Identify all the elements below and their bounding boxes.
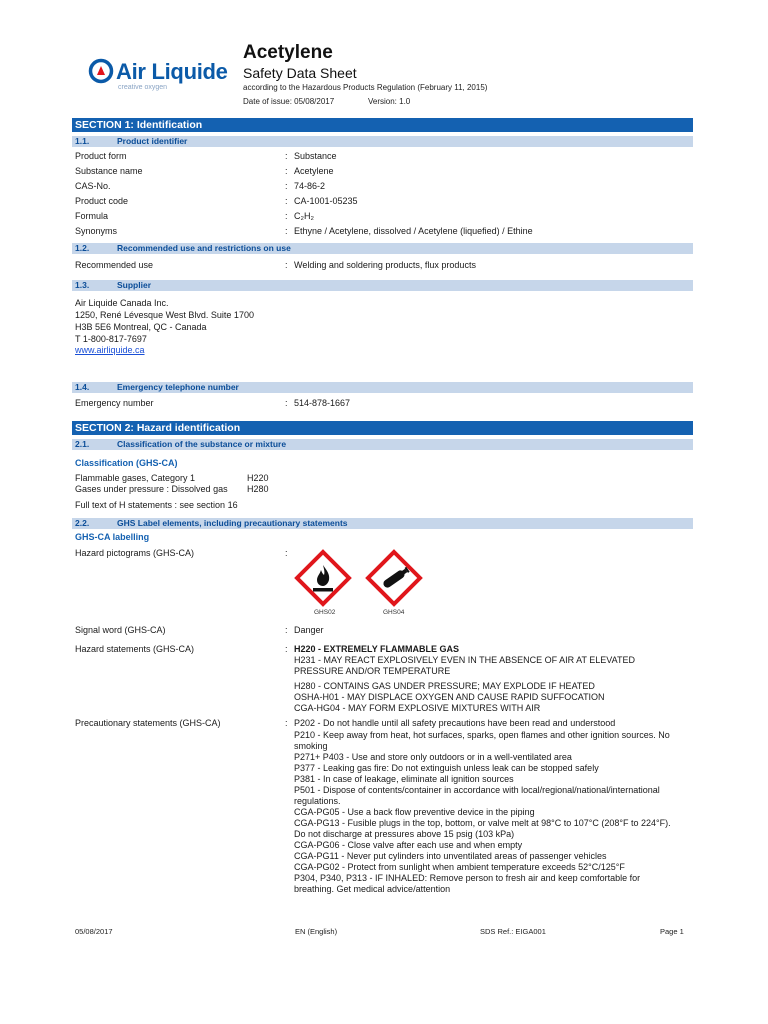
subsection-2-1: [72, 439, 693, 450]
row-colon: :: [285, 718, 288, 728]
subsection-1-2: [72, 243, 693, 254]
hazard-statements-label: Hazard statements (GHS-CA): [75, 644, 195, 654]
row-label: Synonyms: [75, 226, 118, 236]
precaution-line: CGA-PG13 - Fusible plugs in the top, bottom, or valve melt at 98°C to 107°C (208°F to 224°F).: [294, 818, 671, 828]
subsection-number: 1.1.: [75, 136, 90, 146]
supplier-line: T 1-800-817-7697: [75, 334, 147, 344]
hazard-statement-bold: H220 - EXTREMELY FLAMMABLE GAS: [294, 644, 460, 654]
row-colon: :: [285, 226, 288, 236]
classification-heading: Classification (GHS-CA): [75, 458, 178, 468]
recommended-use-label: Recommended use: [75, 260, 154, 270]
section-2-header: SECTION 2: Hazard identification: [72, 421, 693, 435]
pictograms-label: Hazard pictograms (GHS-CA): [75, 548, 195, 558]
row-colon: :: [285, 644, 288, 654]
row-value: C₂H₂: [294, 211, 314, 221]
section-1-header: SECTION 1: Identification: [72, 118, 693, 132]
supplier-website-link[interactable]: www.airliquide.ca: [75, 345, 145, 355]
hazard-statement: H280 - CONTAINS GAS UNDER PRESSURE; MAY EXPLODE IF HEATED: [294, 681, 595, 691]
gas-cylinder-icon: [365, 549, 423, 607]
ghs02-pictogram: [294, 549, 352, 619]
footer-date: 05/08/2017: [75, 927, 113, 936]
subsection-number: 1.4.: [75, 382, 90, 392]
row-colon: :: [285, 625, 288, 635]
supplier-line: H3B 5E6 Montreal, QC - Canada: [75, 322, 207, 332]
logo-text: Air Liquide: [116, 59, 228, 84]
footer-language: EN (English): [295, 927, 338, 936]
row-label: CAS-No.: [75, 181, 111, 191]
regulation-note: according to the Hazardous Products Regulation (February 11, 2015): [243, 83, 488, 92]
logo-tagline: creative oxygen: [118, 84, 168, 91]
classification-code: H280: [247, 484, 269, 494]
row-value: 74-86-2: [294, 181, 326, 191]
issue-date: Date of issue: 05/08/2017: [243, 97, 335, 106]
row-colon: :: [285, 211, 288, 221]
air-liquide-logo: [88, 58, 228, 94]
document-subtitle: Safety Data Sheet: [243, 65, 357, 81]
precautionary-statements-label: Precautionary statements (GHS-CA): [75, 718, 221, 728]
precaution-line: P210 - Keep away from heat, hot surfaces, sparks, open flames and other ignition sources. No: [294, 730, 670, 740]
classification-code: H220: [247, 473, 269, 483]
classification-name: Gases under pressure : Dissolved gas: [75, 484, 228, 494]
hazard-statement: CGA-HG04 - MAY FORM EXPLOSIVE MIXTURES WITH AIR: [294, 703, 541, 713]
subsection-1-4: [72, 382, 693, 393]
row-value: Substance: [294, 151, 337, 161]
subsection-title: Product identifier: [117, 136, 188, 146]
emergency-value: 514-878-1667: [294, 398, 351, 408]
precaution-line: CGA-PG06 - Close valve after each use and when empty: [294, 840, 523, 850]
precaution-line: P381 - In case of leakage, eliminate all ignition sources: [294, 774, 514, 784]
row-colon: :: [285, 548, 288, 558]
version: Version: 1.0: [368, 97, 411, 106]
flame-icon: [294, 549, 352, 607]
row-colon: :: [285, 166, 288, 176]
row-value: CA-1001-05235: [294, 196, 358, 206]
subsection-title: Recommended use and restrictions on use: [117, 243, 291, 253]
subsection-title: GHS Label elements, including precautionary statements: [117, 518, 348, 528]
pictogram-code: GHS02: [314, 609, 336, 616]
document-title: Acetylene: [243, 42, 333, 63]
row-colon: :: [285, 151, 288, 161]
precaution-line: P304, P340, P313 - IF INHALED: Remove person to fresh air and keep comfortable for: [294, 873, 641, 883]
supplier-line: Air Liquide Canada Inc.: [75, 298, 169, 308]
subsection-1-3: [72, 280, 693, 291]
precaution-line: CGA-PG11 - Never put cylinders into unventilated areas of passenger vehicles: [294, 851, 607, 861]
subsection-title: Emergency telephone number: [117, 382, 239, 392]
precaution-line: P202 - Do not handle until all safety precautions have been read and understood: [294, 718, 616, 728]
emergency-label: Emergency number: [75, 398, 154, 408]
subsection-number: 1.3.: [75, 280, 90, 290]
labelling-heading: GHS-CA labelling: [75, 532, 150, 542]
precaution-line: P501 - Dispose of contents/container in accordance with local/regional/national/international: [294, 785, 660, 795]
hazard-statement: PRESSURE AND/OR TEMPERATURE: [294, 666, 451, 676]
precaution-line: Do not discharge at pressures above 15 psig (103 kPa): [294, 829, 515, 839]
hazard-statement: OSHA-H01 - MAY DISPLACE OXYGEN AND CAUSE RAPID SUFFOCATION: [294, 692, 605, 702]
signal-word-value: Danger: [294, 625, 324, 635]
precaution-line: CGA-PG05 - Use a back flow preventive device in the piping: [294, 807, 535, 817]
row-value: Ethyne / Acetylene, dissolved / Acetylene (liquefied) / Ethine: [294, 226, 533, 236]
recommended-use-value: Welding and soldering products, flux products: [294, 260, 476, 270]
row-colon: :: [285, 181, 288, 191]
pictogram-code: GHS04: [383, 609, 405, 616]
row-label: Product form: [75, 151, 127, 161]
row-label: Formula: [75, 211, 109, 221]
supplier-line: 1250, René Lévesque West Blvd. Suite 1700: [75, 310, 254, 320]
logo-ring-icon: [88, 58, 114, 84]
full-text-note: Full text of H statements : see section 16: [75, 500, 238, 510]
precaution-line: P271+ P403 - Use and store only outdoors or in a well-ventilated area: [294, 752, 572, 762]
footer-sds-ref: SDS Ref.: EIGA001: [480, 927, 546, 936]
ghs04-pictogram: [365, 549, 423, 619]
classification-name: Flammable gases, Category 1: [75, 473, 196, 483]
subsection-number: 2.2.: [75, 518, 90, 528]
subsection-title: Classification of the substance or mixture: [117, 439, 287, 449]
row-label: Substance name: [75, 166, 143, 176]
hazard-statement: H231 - MAY REACT EXPLOSIVELY EVEN IN THE ABSENCE OF AIR AT ELEVATED: [294, 655, 635, 665]
row-colon: :: [285, 260, 288, 270]
precaution-line: breathing. Get medical advice/attention: [294, 884, 451, 894]
precaution-line: regulations.: [294, 796, 341, 806]
precaution-line: CGA-PG02 - Protect from sunlight when ambient temperature exceeds 52°C/125°F: [294, 862, 625, 872]
footer-page-number: Page 1: [660, 927, 684, 936]
row-value: Acetylene: [294, 166, 334, 176]
row-label: Product code: [75, 196, 129, 206]
precaution-line: smoking: [294, 741, 328, 751]
subsection-1-1: [72, 136, 693, 147]
precaution-line: P377 - Leaking gas fire: Do not extinguish unless leak can be stopped safely: [294, 763, 599, 773]
subsection-number: 2.1.: [75, 439, 90, 449]
row-colon: :: [285, 196, 288, 206]
subsection-2-2: [72, 518, 693, 529]
subsection-number: 1.2.: [75, 243, 90, 253]
row-colon: :: [285, 398, 288, 408]
subsection-title: Supplier: [117, 280, 152, 290]
signal-word-label: Signal word (GHS-CA): [75, 625, 166, 635]
